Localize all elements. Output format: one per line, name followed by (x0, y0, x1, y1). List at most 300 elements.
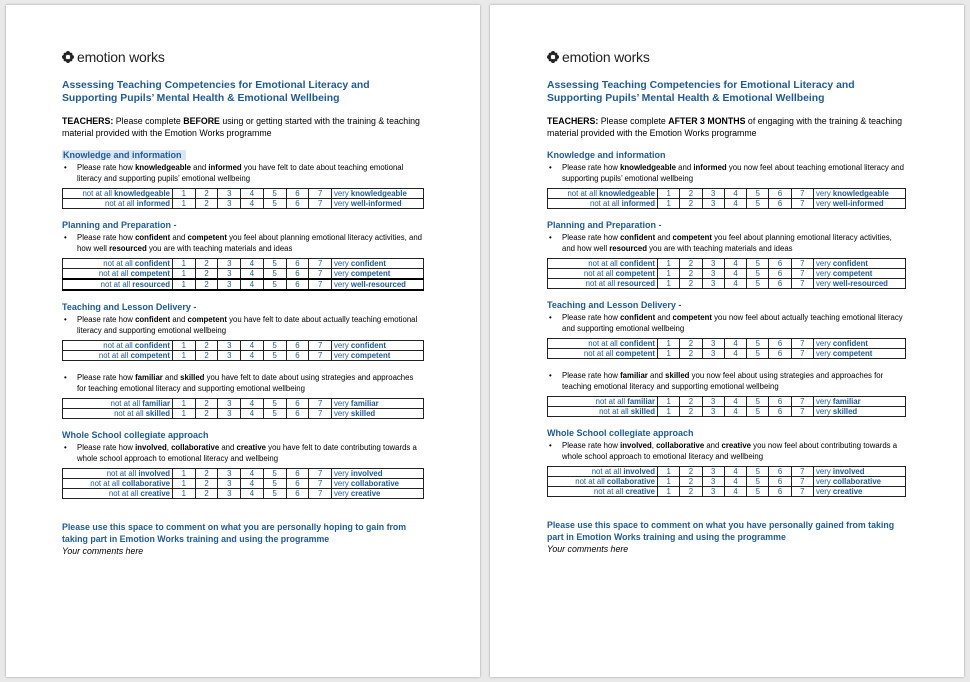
rating-option-4[interactable]: 4 (724, 477, 746, 487)
low-anchor-label (548, 269, 658, 279)
rating-option-2[interactable]: 2 (195, 269, 218, 280)
rating-row (548, 199, 906, 209)
rating-option-7[interactable]: 7 (309, 269, 332, 280)
section-title-text: Planning and Preparation - (547, 220, 662, 230)
spacer (62, 361, 424, 371)
rating-option-4[interactable]: 4 (241, 351, 264, 361)
page-after (490, 5, 964, 677)
rating-option-4[interactable]: 4 (724, 259, 746, 269)
rating-option-7[interactable]: 7 (309, 199, 332, 209)
rating-option-7[interactable]: 7 (791, 259, 813, 269)
rating-option-6[interactable]: 6 (286, 409, 309, 419)
rating-row (548, 407, 906, 417)
rating-option-1[interactable]: 1 (658, 477, 680, 487)
rating-option-1[interactable]: 1 (658, 487, 680, 497)
rating-instruction (547, 312, 906, 334)
rating-option-5[interactable]: 5 (263, 189, 286, 199)
rating-option-1[interactable]: 1 (658, 199, 680, 209)
text-run: not at all (588, 259, 620, 268)
rating-option-2[interactable]: 2 (195, 409, 218, 419)
rating-instruction (547, 232, 906, 254)
rating-option-1[interactable]: 1 (658, 189, 680, 199)
rating-option-2[interactable]: 2 (195, 351, 218, 361)
rating-option-2[interactable]: 2 (680, 349, 702, 359)
emphasis-text: confident (832, 339, 868, 348)
rating-option-1[interactable]: 1 (173, 189, 196, 199)
rating-option-6[interactable]: 6 (286, 279, 309, 290)
rating-option-7[interactable]: 7 (309, 341, 332, 351)
text-run: and (655, 313, 673, 322)
rating-option-2[interactable]: 2 (195, 489, 218, 499)
low-anchor-label (548, 487, 658, 497)
logo-text: emotion works (77, 49, 165, 65)
text-run: very (816, 467, 833, 476)
emotion-works-logo (547, 49, 906, 65)
rating-option-3[interactable]: 3 (702, 199, 724, 209)
rating-option-2[interactable]: 2 (195, 199, 218, 209)
comments-field[interactable]: Your comments here (547, 544, 629, 554)
rating-option-4[interactable]: 4 (724, 397, 746, 407)
text-run: not at all (585, 279, 618, 288)
rating-option-5[interactable]: 5 (747, 189, 769, 199)
emphasis-text: creative (721, 441, 751, 450)
low-anchor-label (63, 269, 173, 280)
emphasis-text: confident (620, 313, 656, 322)
rating-scale-table (547, 258, 906, 289)
rating-row (63, 279, 424, 290)
rating-option-7[interactable]: 7 (309, 469, 332, 479)
emphasis-text: knowledgeable (599, 189, 655, 198)
rating-option-5[interactable]: 5 (747, 279, 769, 289)
text-run: Please rate how (562, 233, 621, 242)
rating-option-1[interactable]: 1 (658, 339, 680, 349)
rating-option-7[interactable]: 7 (309, 189, 332, 199)
emphasis-text: knowledgeable (135, 163, 191, 172)
rating-option-4[interactable]: 4 (724, 189, 746, 199)
text-run: very (816, 199, 833, 208)
rating-option-5[interactable]: 5 (747, 199, 769, 209)
section-title (547, 219, 906, 231)
text-run: very (816, 397, 833, 406)
rating-option-2[interactable]: 2 (680, 397, 702, 407)
section-title (547, 149, 906, 161)
text-run: not at all (591, 467, 624, 476)
rating-instruction (62, 372, 424, 394)
emphasis-text: TEACHERS: (62, 116, 114, 126)
rating-option-5[interactable]: 5 (747, 477, 769, 487)
rating-option-4[interactable]: 4 (724, 467, 746, 477)
rating-option-5[interactable]: 5 (747, 349, 769, 359)
rating-row (548, 279, 906, 289)
rating-option-3[interactable]: 3 (218, 259, 241, 269)
rating-option-2[interactable]: 2 (195, 279, 218, 290)
rating-option-3[interactable]: 3 (218, 479, 241, 489)
rating-option-3[interactable]: 3 (702, 487, 724, 497)
rating-option-6[interactable]: 6 (769, 339, 791, 349)
rating-option-4[interactable]: 4 (241, 479, 264, 489)
emphasis-text: confident (620, 233, 656, 242)
rating-option-2[interactable]: 2 (680, 269, 702, 279)
rating-option-6[interactable]: 6 (286, 479, 309, 489)
rating-option-2[interactable]: 2 (195, 341, 218, 351)
rating-option-3[interactable]: 3 (218, 279, 241, 290)
low-anchor-label (548, 467, 658, 477)
rating-option-5[interactable]: 5 (263, 469, 286, 479)
rating-option-2[interactable]: 2 (195, 469, 218, 479)
rating-option-1[interactable]: 1 (658, 349, 680, 359)
rating-option-1[interactable]: 1 (173, 279, 196, 290)
emphasis-text: familiar (832, 397, 861, 406)
rating-option-4[interactable]: 4 (724, 199, 746, 209)
rating-option-5[interactable]: 5 (747, 259, 769, 269)
text-run: very (334, 489, 351, 498)
comments-field[interactable]: Your comments here (62, 546, 144, 556)
emphasis-text: confident (619, 259, 655, 268)
rating-option-1[interactable]: 1 (173, 259, 196, 269)
rating-option-6[interactable]: 6 (286, 489, 309, 499)
low-anchor-label (63, 479, 173, 489)
text-run: not at all (103, 341, 135, 350)
low-anchor-label (63, 409, 173, 419)
rating-option-5[interactable]: 5 (263, 259, 286, 269)
emphasis-text: collaborative (350, 479, 400, 488)
text-run: of engaging with the training & teaching material provided with the Emotion Works programme (547, 116, 902, 138)
emphasis-text: competent (187, 315, 227, 324)
rating-option-5[interactable]: 5 (747, 339, 769, 349)
rating-option-2[interactable]: 2 (680, 189, 702, 199)
rating-option-4[interactable]: 4 (724, 279, 746, 289)
rating-option-1[interactable]: 1 (658, 467, 680, 477)
rating-option-3[interactable]: 3 (218, 351, 241, 361)
rating-option-2[interactable]: 2 (680, 279, 702, 289)
rating-option-7[interactable]: 7 (791, 279, 813, 289)
rating-option-4[interactable]: 4 (241, 199, 264, 209)
low-anchor-label (63, 489, 173, 499)
text-run: very (816, 279, 833, 288)
high-anchor-label (814, 397, 906, 407)
text-run: very (334, 199, 351, 208)
rating-option-5[interactable]: 5 (263, 489, 286, 499)
rating-option-7[interactable]: 7 (791, 199, 813, 209)
rating-option-3[interactable]: 3 (702, 189, 724, 199)
rating-option-1[interactable]: 1 (658, 407, 680, 417)
rating-option-2[interactable]: 2 (680, 467, 702, 477)
rating-option-1[interactable]: 1 (173, 489, 196, 499)
rating-option-6[interactable]: 6 (286, 399, 309, 409)
rating-option-5[interactable]: 5 (747, 467, 769, 477)
text-run: not at all (590, 199, 622, 208)
rating-option-6[interactable]: 6 (769, 269, 791, 279)
rating-option-3[interactable]: 3 (218, 269, 241, 280)
emphasis-text: resourced (609, 244, 647, 253)
emphasis-text: TEACHERS: (547, 116, 599, 126)
rating-option-7[interactable]: 7 (309, 351, 332, 361)
document-title: Assessing Teaching Competencies for Emotional Literacy and Supporting Pupils’ Mental Health & Emotional Wellbeing (62, 80, 370, 104)
text-run: Please rate how (77, 163, 136, 172)
rating-option-6[interactable]: 6 (769, 467, 791, 477)
rating-option-3[interactable]: 3 (218, 489, 241, 499)
emphasis-text: familiar (135, 373, 163, 382)
rating-option-6[interactable]: 6 (769, 349, 791, 359)
rating-option-6[interactable]: 6 (769, 259, 791, 269)
rating-option-5[interactable]: 5 (263, 341, 286, 351)
low-anchor-label (548, 279, 658, 289)
rating-option-5[interactable]: 5 (263, 269, 286, 280)
spacer (547, 359, 906, 369)
emphasis-text: skilled (665, 371, 690, 380)
rating-option-6[interactable]: 6 (769, 397, 791, 407)
rating-option-2[interactable]: 2 (680, 477, 702, 487)
rating-option-3[interactable]: 3 (218, 409, 241, 419)
text-run: Please rate how (562, 313, 621, 322)
rating-option-6[interactable]: 6 (769, 199, 791, 209)
emphasis-text: skilled (832, 407, 858, 416)
emphasis-text: familiar (620, 371, 648, 380)
rating-option-7[interactable]: 7 (791, 397, 813, 407)
rating-option-7[interactable]: 7 (309, 479, 332, 489)
rating-option-3[interactable]: 3 (218, 199, 241, 209)
rating-row (63, 479, 424, 489)
text-run: not at all (583, 269, 616, 278)
rating-option-7[interactable]: 7 (791, 467, 813, 477)
rating-option-1[interactable]: 1 (173, 469, 196, 479)
emphasis-text: competent (672, 313, 712, 322)
text-run: and (219, 443, 237, 452)
rating-row (548, 349, 906, 359)
rating-option-5[interactable]: 5 (263, 199, 286, 209)
emphasis-text: creative (625, 487, 655, 496)
rating-option-2[interactable]: 2 (195, 479, 218, 489)
rating-option-4[interactable]: 4 (241, 189, 264, 199)
text-run: not at all (593, 487, 626, 496)
text-run: not at all (595, 397, 628, 406)
rating-row (548, 269, 906, 279)
high-anchor-label (332, 189, 424, 199)
high-anchor-label (814, 487, 906, 497)
rating-row (63, 199, 424, 209)
emphasis-text: creative (140, 489, 170, 498)
high-anchor-label (814, 349, 906, 359)
rating-option-3[interactable]: 3 (702, 339, 724, 349)
rating-option-7[interactable]: 7 (791, 487, 813, 497)
rating-option-5[interactable]: 5 (263, 351, 286, 361)
rating-option-6[interactable]: 6 (286, 469, 309, 479)
text-run: not at all (98, 269, 131, 278)
rating-option-3[interactable]: 3 (218, 399, 241, 409)
rating-option-4[interactable]: 4 (241, 341, 264, 351)
low-anchor-label (548, 477, 658, 487)
high-anchor-label (814, 269, 906, 279)
rating-option-2[interactable]: 2 (680, 339, 702, 349)
rating-option-6[interactable]: 6 (769, 477, 791, 487)
rating-option-4[interactable]: 4 (724, 407, 746, 417)
rating-option-5[interactable]: 5 (263, 479, 286, 489)
text-run: very (334, 469, 351, 478)
text-run: you have felt to date about teaching emotional literacy and supporting pupils’ emotional wellbeing (77, 163, 404, 183)
text-run: not at all (108, 489, 141, 498)
emphasis-text: creative (832, 487, 863, 496)
rating-option-1[interactable]: 1 (173, 351, 196, 361)
rating-option-3[interactable]: 3 (702, 397, 724, 407)
high-anchor-label (814, 477, 906, 487)
rating-option-3[interactable]: 3 (702, 477, 724, 487)
emphasis-text: BEFORE (183, 116, 220, 126)
rating-option-7[interactable]: 7 (309, 279, 332, 290)
rating-option-2[interactable]: 2 (680, 259, 702, 269)
emphasis-text: collaborative (656, 441, 705, 450)
rating-option-7[interactable]: 7 (791, 477, 813, 487)
section-title-text: Whole School collegiate approach (62, 430, 209, 440)
rating-option-4[interactable]: 4 (241, 269, 264, 280)
rating-option-1[interactable]: 1 (173, 269, 196, 280)
rating-option-3[interactable]: 3 (702, 279, 724, 289)
emphasis-text: familiar (142, 399, 170, 408)
text-run: very (816, 259, 833, 268)
rating-option-4[interactable]: 4 (724, 487, 746, 497)
rating-row (63, 351, 424, 361)
high-anchor-label (814, 339, 906, 349)
text-run: Please rate how (77, 233, 136, 242)
emphasis-text: knowledgeable (620, 163, 676, 172)
rating-option-7[interactable]: 7 (309, 259, 332, 269)
rating-option-6[interactable]: 6 (286, 189, 309, 199)
text-run: you now feel about teaching emotional literacy and supporting pupils’ emotional wellbeing (562, 163, 904, 183)
rating-option-5[interactable]: 5 (747, 487, 769, 497)
rating-option-5[interactable]: 5 (747, 407, 769, 417)
rating-option-5[interactable]: 5 (263, 399, 286, 409)
text-run: not at all (82, 189, 115, 198)
rating-option-2[interactable]: 2 (680, 407, 702, 417)
text-run: very (816, 487, 833, 496)
rating-option-3[interactable]: 3 (702, 259, 724, 269)
rating-option-3[interactable]: 3 (218, 189, 241, 199)
emphasis-text: confident (135, 233, 171, 242)
rating-option-1[interactable]: 1 (173, 341, 196, 351)
rating-row (548, 477, 906, 487)
text-run: very (816, 269, 833, 278)
rating-option-1[interactable]: 1 (173, 479, 196, 489)
rating-option-1[interactable]: 1 (173, 409, 196, 419)
text-run: not at all (114, 409, 146, 418)
emphasis-text: competent (672, 233, 712, 242)
rating-option-7[interactable]: 7 (309, 489, 332, 499)
rating-option-6[interactable]: 6 (286, 351, 309, 361)
text-run: Please rate how (77, 315, 136, 324)
section-title-text: Whole School collegiate approach (547, 428, 694, 438)
high-anchor-label (332, 341, 424, 351)
rating-option-4[interactable]: 4 (241, 259, 264, 269)
rating-scale-table (547, 466, 906, 497)
rating-option-6[interactable]: 6 (286, 259, 309, 269)
comment-prompt: Please use this space to comment on what you are personally hoping to gain from taking part in Emotion Works training and using the programme (62, 522, 407, 544)
emphasis-text: confident (134, 341, 170, 350)
text-run: and (170, 233, 188, 242)
rating-option-3[interactable]: 3 (702, 407, 724, 417)
emphasis-text: collaborative (121, 479, 170, 488)
rating-option-2[interactable]: 2 (195, 399, 218, 409)
rating-option-6[interactable]: 6 (286, 341, 309, 351)
rating-instruction (547, 162, 906, 184)
emphasis-text: informed (621, 199, 655, 208)
rating-option-1[interactable]: 1 (173, 399, 196, 409)
rating-option-4[interactable]: 4 (241, 469, 264, 479)
document-title: Assessing Teaching Competencies for Emotional Literacy and Supporting Pupils’ Mental Health & Emotional Wellbeing (547, 80, 855, 104)
rating-option-4[interactable]: 4 (241, 399, 264, 409)
rating-option-2[interactable]: 2 (680, 199, 702, 209)
low-anchor-label (63, 351, 173, 361)
rating-option-1[interactable]: 1 (658, 269, 680, 279)
rating-option-5[interactable]: 5 (747, 397, 769, 407)
emphasis-text: familiar (627, 397, 655, 406)
rating-option-4[interactable]: 4 (241, 489, 264, 499)
rating-option-4[interactable]: 4 (241, 409, 264, 419)
rating-option-7[interactable]: 7 (791, 269, 813, 279)
rating-option-1[interactable]: 1 (658, 259, 680, 269)
rating-option-6[interactable]: 6 (769, 189, 791, 199)
rating-option-1[interactable]: 1 (658, 397, 680, 407)
rating-option-3[interactable]: 3 (702, 467, 724, 477)
rating-option-7[interactable]: 7 (791, 339, 813, 349)
rating-option-5[interactable]: 5 (263, 409, 286, 419)
rating-option-2[interactable]: 2 (195, 259, 218, 269)
text-run: very (816, 477, 833, 486)
emphasis-text: confident (134, 259, 170, 268)
text-run: very (334, 259, 351, 268)
low-anchor-label (63, 341, 173, 351)
rating-option-6[interactable]: 6 (769, 407, 791, 417)
rating-option-7[interactable]: 7 (791, 349, 813, 359)
rating-option-5[interactable]: 5 (747, 269, 769, 279)
rating-option-3[interactable]: 3 (218, 341, 241, 351)
text-run: not at all (583, 349, 616, 358)
rating-option-3[interactable]: 3 (218, 469, 241, 479)
flower-logo-icon (547, 51, 559, 63)
rating-option-4[interactable]: 4 (724, 339, 746, 349)
text-run: and (655, 233, 673, 242)
text-run: Please rate how (77, 373, 136, 382)
rating-option-2[interactable]: 2 (195, 189, 218, 199)
emphasis-text: creative (350, 489, 381, 498)
emphasis-text: involved (135, 443, 167, 452)
rating-option-7[interactable]: 7 (791, 407, 813, 417)
rating-option-6[interactable]: 6 (286, 199, 309, 209)
emphasis-text: well-informed (350, 199, 402, 208)
rating-option-2[interactable]: 2 (680, 487, 702, 497)
emphasis-text: involved (623, 467, 655, 476)
rating-option-5[interactable]: 5 (263, 279, 286, 290)
rating-option-6[interactable]: 6 (769, 487, 791, 497)
emphasis-text: skilled (145, 409, 170, 418)
text-run: very (334, 399, 351, 408)
rating-option-7[interactable]: 7 (309, 399, 332, 409)
low-anchor-label (548, 339, 658, 349)
rating-option-3[interactable]: 3 (702, 269, 724, 279)
rating-option-6[interactable]: 6 (769, 279, 791, 289)
high-anchor-label (814, 407, 906, 417)
emphasis-text: skilled (350, 409, 376, 418)
high-anchor-label (814, 467, 906, 477)
rating-option-7[interactable]: 7 (309, 409, 332, 419)
rating-option-1[interactable]: 1 (173, 199, 196, 209)
rating-option-6[interactable]: 6 (286, 269, 309, 280)
logo-text: emotion works (562, 49, 650, 65)
rating-option-4[interactable]: 4 (241, 279, 264, 290)
rating-option-3[interactable]: 3 (702, 349, 724, 359)
rating-option-7[interactable]: 7 (791, 189, 813, 199)
rating-option-4[interactable]: 4 (724, 269, 746, 279)
rating-option-1[interactable]: 1 (658, 279, 680, 289)
rating-option-4[interactable]: 4 (724, 349, 746, 359)
